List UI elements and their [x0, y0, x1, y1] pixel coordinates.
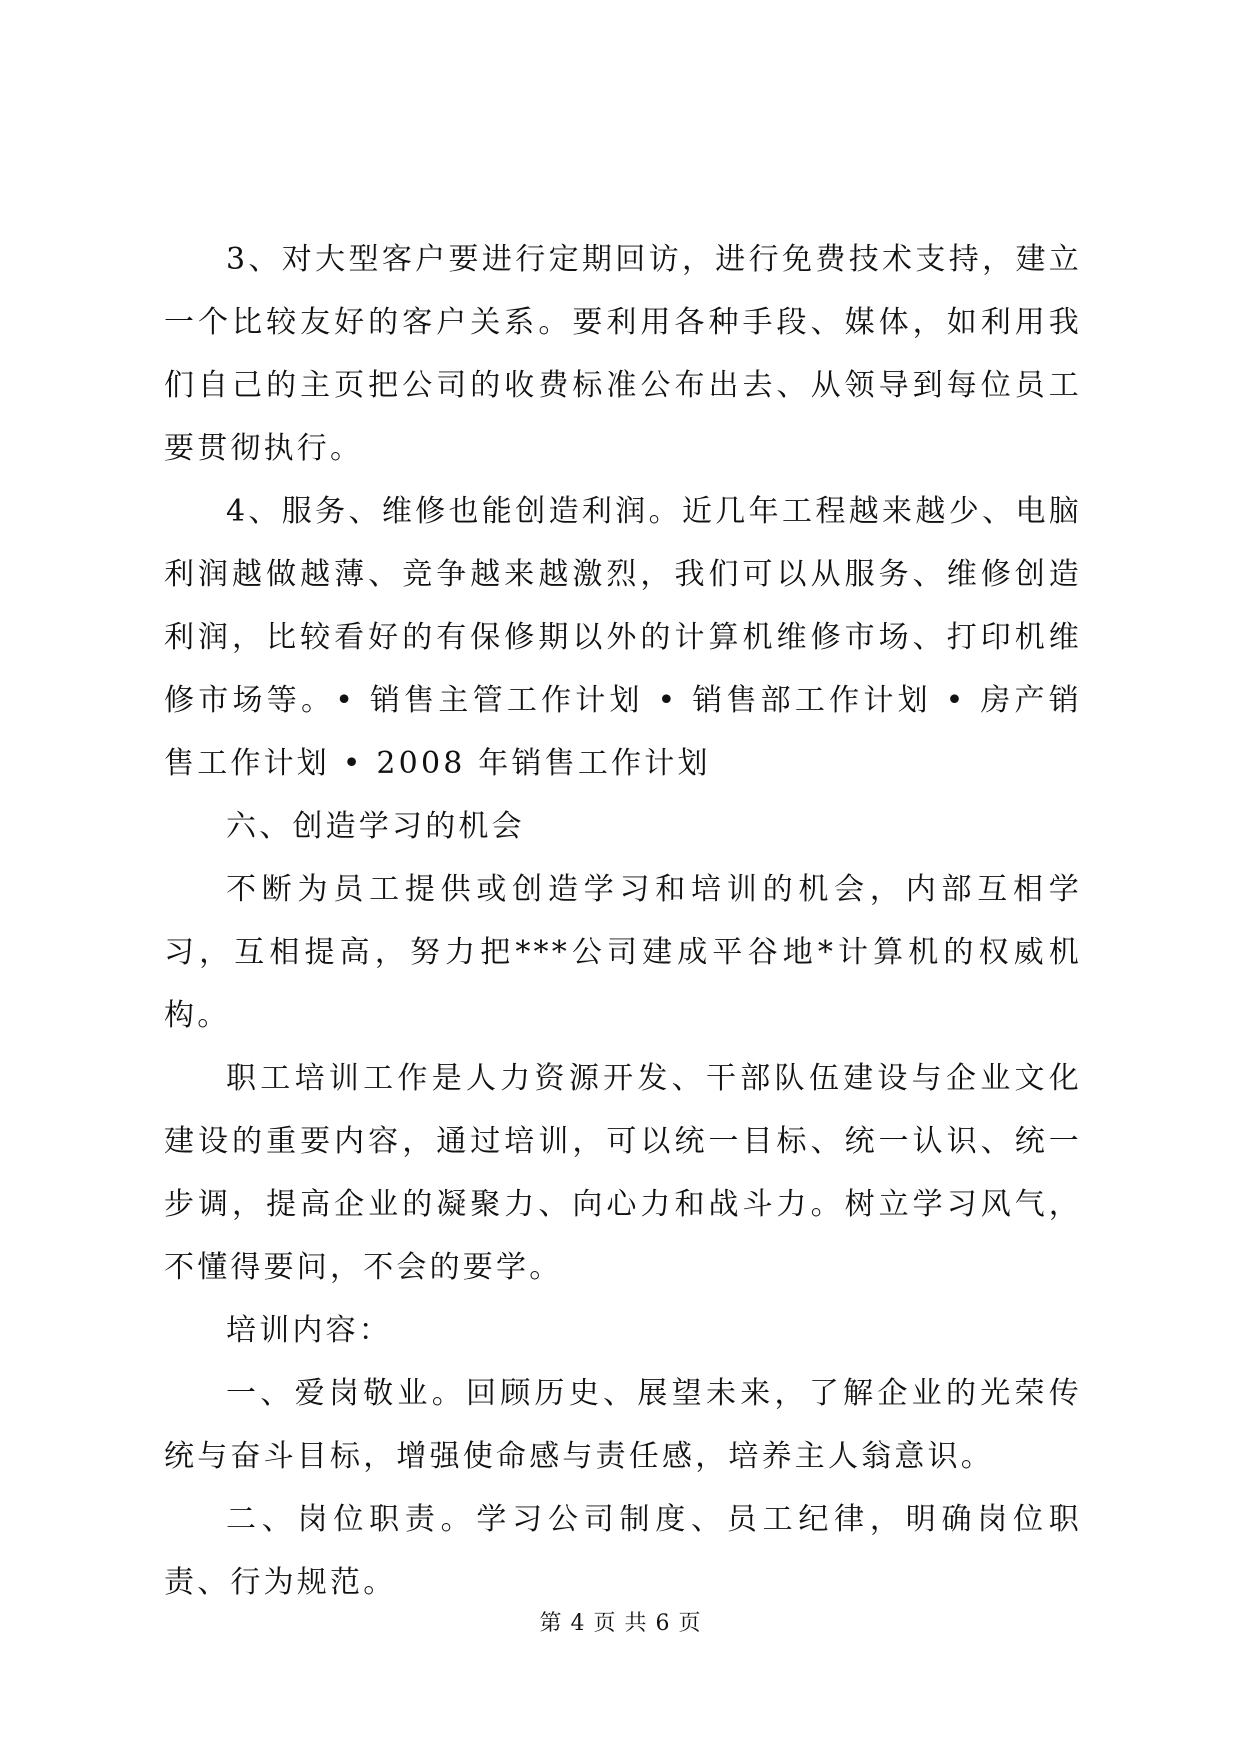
paragraph-client-visits: 3、对大型客户要进行定期回访，进行免费技术支持，建立一个比较友好的客户关系。要利用各种手段、媒体，如利用我们自己的主页把公司的收费标准公布出去、从领导到每位员工要贯彻执行。 [164, 242, 1082, 466]
paragraph-learning-opportunities: 不断为员工提供或创造学习和培训的机会，内部互相学习，互相提高，努力把***公司建成平谷地*计算机的权威机构。 [164, 872, 1082, 1033]
paragraph-staff-training: 职工培训工作是人力资源开发、干部队伍建设与企业文化建设的重要内容，通过培训，可以统一目标、统一认识、统一步调，提高企业的凝聚力、向心力和战斗力。树立学习风气，不懂得要问，不会的要学。 [164, 1061, 1082, 1285]
paragraph-service-profit: 4、服务、维修也能创造利润。近几年工程越来越少、电脑利润越做越薄、竞争越来越激烈，我们可以从服务、维修创造利润，比较看好的有保修期以外的计算机维修市场、打印机维修市场等。• 销售主管工作计划 • 销售部工作计划 • 房产销售工作计划 • 2008 年销售工作计划 [164, 494, 1082, 781]
page-number-footer: 第 4 页 共 6 页 [539, 1611, 702, 1636]
section-heading-learning: 六、创造学习的机会 [226, 809, 525, 844]
document-body [164, 228, 1082, 1614]
paragraph-job-duties: 二、岗位职责。学习公司制度、员工纪律，明确岗位职责、行为规范。 [164, 1502, 1082, 1600]
paragraph-dedication: 一、爱岗敬业。回顾历史、展望未来，了解企业的光荣传统与奋斗目标，增强使命感与责任感，培养主人翁意识。 [164, 1376, 1082, 1474]
training-content-label: 培训内容： [226, 1313, 392, 1348]
